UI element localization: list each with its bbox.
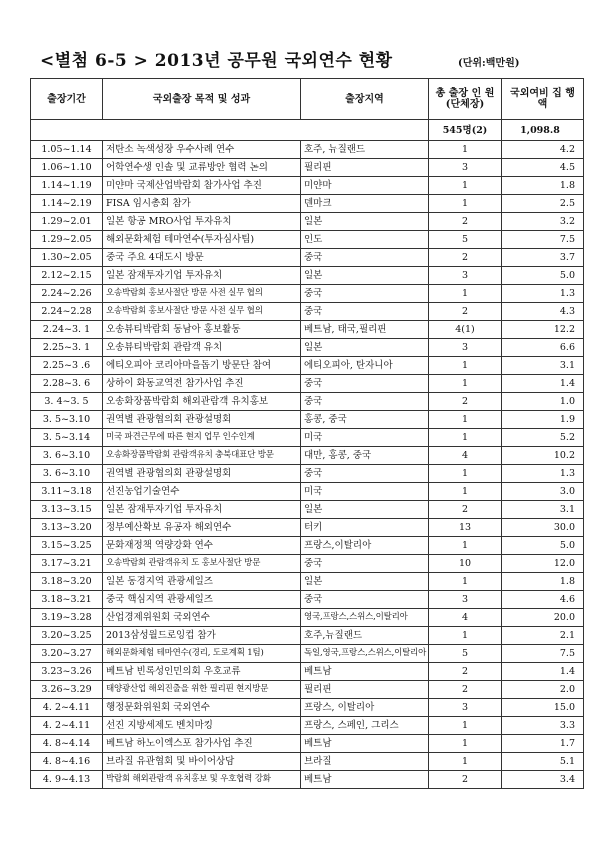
cell-region: 홍콩, 중국 [301,411,429,429]
cell-period: 1.29~2.01 [31,213,103,231]
cell-period: 4. 2~4.11 [31,717,103,735]
cell-count: 4(1) [429,321,502,339]
cell-cost: 1.3 [502,465,584,483]
cell-period: 4. 2~4.11 [31,699,103,717]
cell-region: 프랑스, 이탈리아 [301,699,429,717]
cell-purpose: 오송뷰티박람회 관람객 유치 [103,339,301,357]
cell-region: 덴마크 [301,195,429,213]
cell-region: 일본 [301,339,429,357]
cell-purpose: 일본 잠재투자기업 투자유치 [103,501,301,519]
cell-cost: 12.0 [502,555,584,573]
cell-cost: 6.6 [502,339,584,357]
table-row [31,753,584,771]
cell-period: 2.25~3. 1 [31,339,103,357]
cell-region: 미국 [301,429,429,447]
cell-region: 에티오피아, 탄자니아 [301,357,429,375]
table-row [31,285,584,303]
cell-region: 독일,영국,프랑스,스위스,이탈리아 [301,645,429,663]
cell-period: 3.20~3.25 [31,627,103,645]
cell-cost: 1.8 [502,573,584,591]
cell-cost: 1.8 [502,177,584,195]
cell-period: 4. 8~4.16 [31,753,103,771]
cell-cost: 3.7 [502,249,584,267]
cell-region: 중국 [301,393,429,411]
cell-cost: 12.2 [502,321,584,339]
cell-period: 3. 4~3. 5 [31,393,103,411]
header-row [31,79,584,120]
cell-cost: 5.1 [502,753,584,771]
table-row [31,681,584,699]
cell-count: 3 [429,591,502,609]
header-count: 총 출장 인 원 (단체장) [429,79,502,120]
cell-region: 필리핀 [301,159,429,177]
cell-region: 인도 [301,231,429,249]
table-row [31,519,584,537]
table-row [31,501,584,519]
cell-cost: 5.2 [502,429,584,447]
cell-cost: 3.0 [502,483,584,501]
cell-count: 2 [429,249,502,267]
cell-period: 4. 8~4.14 [31,735,103,753]
cell-purpose: 권역별 관광협의회 관광설명회 [103,411,301,429]
cell-count: 10 [429,555,502,573]
cell-cost: 3.3 [502,717,584,735]
cell-region: 일본 [301,573,429,591]
cell-period: 3. 6~3.10 [31,447,103,465]
cell-region: 프랑스, 스페인, 그리스 [301,717,429,735]
overseas-training-table [30,78,584,789]
cell-period: 1.30~2.05 [31,249,103,267]
table-row [31,717,584,735]
cell-region: 브라질 [301,753,429,771]
cell-count: 1 [429,375,502,393]
table-row [31,357,584,375]
cell-count: 1 [429,357,502,375]
cell-period: 1.05~1.14 [31,141,103,159]
cell-period: 2.24~3. 1 [31,321,103,339]
cell-purpose: 일본 잠재투자기업 투자유치 [103,267,301,285]
table-row [31,141,584,159]
table-row [31,339,584,357]
cell-purpose: 선진 지방세제도 벤치마킹 [103,717,301,735]
table-row [31,249,584,267]
cell-period: 3.11~3.18 [31,483,103,501]
header-purpose: 국외출장 목적 및 성과 [103,79,301,120]
cell-region: 베트남 [301,771,429,789]
cell-purpose: 태양광산업 해외진출을 위한 필리핀 현지방문 [103,681,301,699]
cell-period: 3.15~3.25 [31,537,103,555]
table-row [31,483,584,501]
cell-cost: 4.6 [502,591,584,609]
cell-count: 1 [429,411,502,429]
cell-count: 1 [429,717,502,735]
totals-blank [31,120,429,141]
unit-label: (단위:백만원) [458,58,520,69]
cell-count: 1 [429,627,502,645]
cell-count: 2 [429,393,502,411]
cell-purpose: 일본 항공 MRO사업 투자유치 [103,213,301,231]
cell-period: 1.14~1.19 [31,177,103,195]
cell-count: 3 [429,159,502,177]
cell-cost: 3.4 [502,771,584,789]
cell-count: 2 [429,663,502,681]
cell-purpose: 선진농업기술연수 [103,483,301,501]
cell-cost: 4.3 [502,303,584,321]
table-row [31,393,584,411]
table-row [31,321,584,339]
cell-count: 1 [429,141,502,159]
table-row [31,645,584,663]
cell-period: 3.13~3.15 [31,501,103,519]
cell-period: 3.18~3.20 [31,573,103,591]
cell-count: 2 [429,213,502,231]
cell-purpose: 오송박람회 홍보사절단 방문 사전 실무 협의 [103,285,301,303]
cell-purpose: 베트남 하노이엑스포 참가사업 추진 [103,735,301,753]
cell-period: 3.17~3.21 [31,555,103,573]
cell-period: 4. 9~4.13 [31,771,103,789]
cell-period: 3.19~3.28 [31,609,103,627]
cell-purpose: 오송박람회 홍보사절단 방문 사전 실무 협의 [103,303,301,321]
cell-cost: 5.0 [502,267,584,285]
table-row [31,699,584,717]
cell-period: 1.06~1.10 [31,159,103,177]
cell-cost: 20.0 [502,609,584,627]
cell-cost: 3.2 [502,213,584,231]
cell-cost: 2.0 [502,681,584,699]
table-row [31,609,584,627]
cell-period: 3.18~3.21 [31,591,103,609]
totals-cost: 1,098.8 [502,120,584,141]
table-row [31,159,584,177]
cell-period: 1.14~2.19 [31,195,103,213]
cell-region: 호주,뉴질랜드 [301,627,429,645]
cell-count: 1 [429,465,502,483]
cell-period: 2.24~2.28 [31,303,103,321]
cell-region: 일본 [301,501,429,519]
cell-region: 영국,프랑스,스위스,이탈리아 [301,609,429,627]
cell-purpose: 중국 주요 4대도시 방문 [103,249,301,267]
header-period: 출장기간 [31,79,103,120]
cell-cost: 4.5 [502,159,584,177]
table-row [31,573,584,591]
cell-region: 미국 [301,483,429,501]
table-row [31,213,584,231]
cell-cost: 2.5 [502,195,584,213]
cell-cost: 1.4 [502,663,584,681]
cell-cost: 7.5 [502,231,584,249]
cell-region: 중국 [301,249,429,267]
cell-region: 중국 [301,375,429,393]
cell-purpose: 중국 핵심지역 관광세일즈 [103,591,301,609]
cell-region: 일본 [301,213,429,231]
cell-region: 중국 [301,465,429,483]
cell-count: 1 [429,285,502,303]
cell-period: 3. 6~3.10 [31,465,103,483]
cell-purpose: 오송화장품박람회 해외관람객 유치홍보 [103,393,301,411]
cell-period: 2.12~2.15 [31,267,103,285]
cell-purpose: 상하이 화동교역전 참가사업 추진 [103,375,301,393]
cell-count: 3 [429,267,502,285]
cell-period: 3.23~3.26 [31,663,103,681]
table-row [31,267,584,285]
totals-row [31,120,584,141]
cell-period: 3. 5~3.14 [31,429,103,447]
cell-region: 미얀마 [301,177,429,195]
cell-period: 3.13~3.20 [31,519,103,537]
cell-period: 3.20~3.27 [31,645,103,663]
table-row [31,231,584,249]
table-row [31,465,584,483]
cell-cost: 7.5 [502,645,584,663]
cell-region: 베트남 [301,663,429,681]
cell-cost: 1.4 [502,375,584,393]
cell-region: 중국 [301,591,429,609]
cell-purpose: 일본 동경지역 관광세일즈 [103,573,301,591]
cell-count: 4 [429,609,502,627]
table-row [31,627,584,645]
cell-cost: 1.3 [502,285,584,303]
table-row [31,735,584,753]
cell-region: 중국 [301,303,429,321]
cell-purpose: 행정문화위원회 국외연수 [103,699,301,717]
cell-cost: 15.0 [502,699,584,717]
table-row [31,411,584,429]
cell-region: 프랑스,이탈리아 [301,537,429,555]
cell-purpose: 산업경제위원회 국외연수 [103,609,301,627]
cell-cost: 3.1 [502,501,584,519]
table-row [31,591,584,609]
cell-cost: 1.9 [502,411,584,429]
cell-region: 중국 [301,285,429,303]
cell-period: 2.28~3. 6 [31,375,103,393]
cell-count: 1 [429,429,502,447]
cell-region: 중국 [301,555,429,573]
cell-purpose: 미국 파견근무에 따른 현지 업무 인수인계 [103,429,301,447]
table-row [31,177,584,195]
table-row [31,663,584,681]
cell-purpose: 문화재정책 역량강화 연수 [103,537,301,555]
table-row [31,375,584,393]
cell-region: 베트남 [301,735,429,753]
cell-purpose: 오송화장품박람회 관람객유치 충북대표단 방문 [103,447,301,465]
cell-purpose: 2013삼성월드로잉컵 참가 [103,627,301,645]
cell-cost: 30.0 [502,519,584,537]
cell-count: 1 [429,573,502,591]
cell-purpose: 권역별 관광협의회 관광설명회 [103,465,301,483]
cell-count: 4 [429,447,502,465]
cell-purpose: 저탄소 녹색성장 우수사례 연수 [103,141,301,159]
cell-purpose: 브라질 유관협회 및 바이어상담 [103,753,301,771]
cell-purpose: 오송뷰티박람회 동남아 홍보활동 [103,321,301,339]
cell-purpose: 어학연수생 인솔 및 교류방안 협력 논의 [103,159,301,177]
table-row [31,555,584,573]
cell-cost: 2.1 [502,627,584,645]
cell-purpose: 해외문화체험 테마연수(경리, 도로계획 1팀) [103,645,301,663]
cell-period: 3.26~3.29 [31,681,103,699]
cell-count: 1 [429,735,502,753]
cell-cost: 5.0 [502,537,584,555]
cell-period: 2.24~2.26 [31,285,103,303]
cell-cost: 4.2 [502,141,584,159]
cell-purpose: 해외문화체험 테마연수(투자심사팀) [103,231,301,249]
cell-period: 1.29~2.05 [31,231,103,249]
page-title: <별첨 6-5 > 2013년 공무원 국외연수 현황 [40,51,393,71]
cell-count: 13 [429,519,502,537]
cell-count: 1 [429,195,502,213]
cell-purpose: 미얀마 국제산업박람회 참가사업 추진 [103,177,301,195]
table-row [31,771,584,789]
cell-count: 3 [429,699,502,717]
cell-cost: 10.2 [502,447,584,465]
cell-count: 2 [429,771,502,789]
cell-count: 5 [429,231,502,249]
cell-period: 3. 5~3.10 [31,411,103,429]
cell-count: 3 [429,339,502,357]
cell-region: 대만, 홍콩, 중국 [301,447,429,465]
cell-count: 2 [429,303,502,321]
cell-cost: 1.0 [502,393,584,411]
totals-count: 545명(2) [429,120,502,141]
header-cost: 국외여비 집 행 액 [502,79,584,120]
cell-region: 호주, 뉴질랜드 [301,141,429,159]
cell-period: 2.25~3 .6 [31,357,103,375]
cell-purpose: FISA 임시총회 참가 [103,195,301,213]
cell-count: 1 [429,753,502,771]
cell-region: 터키 [301,519,429,537]
cell-purpose: 베트남 빈록성인민의회 우호교류 [103,663,301,681]
cell-region: 일본 [301,267,429,285]
cell-purpose: 정부예산확보 유공자 해외연수 [103,519,301,537]
cell-purpose: 에티오피아 코리아마을돕기 방문단 참여 [103,357,301,375]
cell-count: 1 [429,537,502,555]
cell-purpose: 박람회 해외관람객 유치홍보 및 우호협력 강화 [103,771,301,789]
cell-count: 2 [429,501,502,519]
cell-count: 1 [429,177,502,195]
cell-count: 1 [429,483,502,501]
table-row [31,537,584,555]
cell-count: 5 [429,645,502,663]
cell-count: 2 [429,681,502,699]
table-row [31,303,584,321]
table-row [31,447,584,465]
header-region: 출장지역 [301,79,429,120]
cell-region: 베트남, 태국,필리핀 [301,321,429,339]
cell-purpose: 오송박람회 관람객유치 도 홍보사절단 방문 [103,555,301,573]
table-row [31,429,584,447]
cell-region: 필리핀 [301,681,429,699]
cell-cost: 3.1 [502,357,584,375]
cell-cost: 1.7 [502,735,584,753]
table-row [31,195,584,213]
